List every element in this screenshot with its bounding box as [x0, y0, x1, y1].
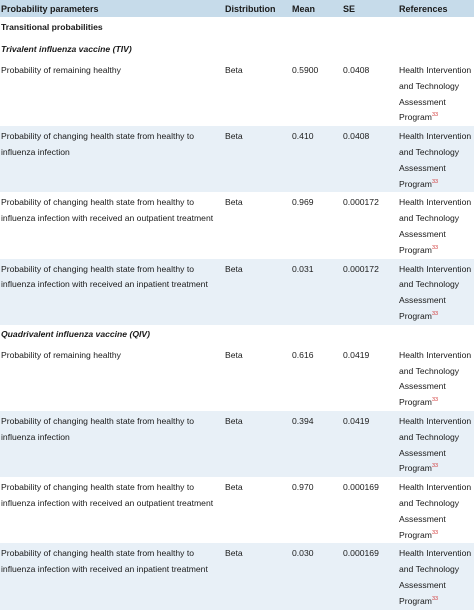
reference-cell: [399, 543, 474, 609]
reference-text: and Technology: [399, 80, 460, 91]
reference-superscript: 33: [431, 178, 439, 185]
table-row: [0, 192, 474, 258]
reference-text: Program: [399, 178, 432, 189]
reference-text: Program: [399, 595, 432, 606]
se-cell: 0.0419: [343, 349, 370, 360]
reference-superscript: 33: [431, 311, 439, 318]
reference-line: [399, 546, 474, 562]
header-references: References: [399, 0, 474, 17]
reference-cell: [399, 192, 474, 258]
reference-text: and Technology: [399, 365, 460, 376]
reference-text: Assessment: [399, 447, 446, 458]
reference-text: Program: [399, 310, 432, 321]
mean-cell: 0.031: [292, 259, 343, 325]
table-row: [0, 126, 474, 192]
mean-cell: 0.970: [292, 482, 314, 493]
reference-line: [399, 578, 474, 594]
table-row: [0, 543, 474, 609]
reference-line: [399, 414, 474, 430]
distribution-cell: Beta: [225, 349, 243, 360]
reference-text: Program: [399, 244, 432, 255]
table-row: [0, 259, 474, 325]
reference-text: Program: [399, 397, 432, 408]
reference-superscript: 33: [431, 397, 439, 404]
table-header-row: [0, 0, 474, 17]
reference-text: Health Intervention: [399, 131, 472, 142]
reference-superscript: 33: [431, 529, 439, 536]
distribution-cell: Beta: [225, 126, 292, 192]
reference-line: [399, 110, 474, 126]
reference-line: [399, 364, 474, 380]
se-cell: 0.000169: [343, 543, 399, 609]
header-probability-parameters: Probability parameters: [0, 0, 225, 17]
reference-line: [399, 79, 474, 95]
reference-text: Program: [399, 112, 432, 123]
mean-cell: 0.030: [292, 543, 343, 609]
se-cell: 0.000169: [343, 482, 379, 493]
reference-text: Assessment: [399, 96, 446, 107]
reference-line: [399, 195, 474, 211]
distribution-cell: Beta: [225, 65, 243, 75]
reference-line: [399, 63, 474, 79]
reference-text: Health Intervention: [399, 415, 472, 426]
reference-text: Health Intervention: [399, 482, 472, 493]
reference-line: [399, 177, 474, 193]
reference-superscript: 33: [431, 244, 439, 251]
parameter-cell: Probability of changing health state from healthy to influenza infection: [0, 126, 225, 192]
parameter-cell: Probability of remaining healthy: [1, 349, 121, 360]
reference-text: Assessment: [399, 295, 446, 306]
reference-line: [399, 309, 474, 325]
reference-line: [399, 129, 474, 145]
parameter-cell: Probability of remaining healthy: [1, 65, 121, 75]
reference-line: [399, 395, 474, 411]
reference-line: [399, 446, 474, 462]
reference-text: Assessment: [399, 162, 446, 173]
reference-text: and Technology: [399, 497, 460, 508]
reference-line: [399, 243, 474, 259]
group-title: Quadrivalent influenza vaccine (QIV): [1, 328, 150, 339]
reference-text: and Technology: [399, 279, 460, 290]
reference-line: [399, 95, 474, 111]
reference-cell: [399, 411, 474, 477]
reference-text: Assessment: [399, 228, 446, 239]
header-mean: Mean: [292, 0, 343, 17]
group-title-row: [0, 40, 474, 60]
distribution-cell: Beta: [225, 411, 292, 477]
mean-cell: 0.616: [292, 349, 314, 360]
reference-superscript: 33: [431, 112, 439, 119]
group-title-row: [0, 325, 474, 345]
reference-text: and Technology: [399, 213, 460, 224]
reference-line: [399, 528, 474, 544]
section-title: Transitional probabilities: [1, 22, 103, 32]
reference-cell: [399, 345, 474, 411]
reference-line: [399, 430, 474, 446]
parameter-cell: Probability of changing health state from healthy to influenza infection with received an inpatient treatment: [0, 259, 225, 325]
reference-text: Health Intervention: [399, 65, 472, 75]
reference-cell: [399, 126, 474, 192]
reference-text: Health Intervention: [399, 263, 472, 274]
reference-text: Program: [399, 463, 432, 474]
reference-cell: [399, 60, 474, 126]
reference-line: [399, 227, 474, 243]
distribution-cell: Beta: [225, 197, 243, 208]
distribution-cell: Beta: [225, 482, 243, 493]
reference-text: Health Intervention: [399, 197, 472, 208]
table-row: [0, 477, 474, 543]
reference-line: [399, 512, 474, 528]
reference-superscript: 33: [431, 595, 439, 602]
reference-cell: [399, 477, 474, 543]
reference-line: [399, 348, 474, 364]
reference-superscript: 33: [431, 463, 439, 470]
reference-text: Health Intervention: [399, 548, 472, 559]
header-se: SE: [343, 0, 399, 17]
mean-cell: 0.410: [292, 126, 343, 192]
parameter-cell: Probability of changing health state from healthy to influenza infection with received an inpatient treatment: [0, 543, 225, 609]
se-cell: 0.0408: [343, 65, 370, 75]
reference-text: and Technology: [399, 431, 460, 442]
header-distribution: Distribution: [225, 0, 292, 17]
reference-line: [399, 480, 474, 496]
reference-text: Assessment: [399, 579, 446, 590]
reference-text: Assessment: [399, 381, 446, 392]
parameter-cell: Probability of changing health state from healthy to influenza infection with received an outpatient treatment: [1, 197, 214, 224]
se-cell: 0.0419: [343, 411, 399, 477]
table-row: [0, 60, 474, 126]
reference-text: Program: [399, 529, 432, 540]
reference-line: [399, 496, 474, 512]
reference-text: and Technology: [399, 564, 460, 575]
reference-line: [399, 145, 474, 161]
se-cell: 0.000172: [343, 197, 379, 208]
reference-line: [399, 562, 474, 578]
reference-line: [399, 379, 474, 395]
table-row: [0, 345, 474, 411]
table-body: [0, 17, 474, 610]
mean-cell: 0.394: [292, 411, 343, 477]
mean-cell: 0.969: [292, 197, 314, 208]
distribution-cell: Beta: [225, 543, 292, 609]
se-cell: 0.000172: [343, 259, 399, 325]
reference-text: Assessment: [399, 513, 446, 524]
reference-line: [399, 262, 474, 278]
parameter-cell: Probability of changing health state from healthy to influenza infection: [0, 411, 225, 477]
se-cell: 0.0408: [343, 126, 399, 192]
distribution-cell: Beta: [225, 259, 292, 325]
reference-line: [399, 293, 474, 309]
section-row: [0, 17, 474, 40]
reference-line: [399, 461, 474, 477]
reference-cell: [399, 259, 474, 325]
reference-text: Health Intervention: [399, 349, 472, 360]
parameter-cell: Probability of changing health state from healthy to influenza infection with received an outpatient treatment: [1, 482, 214, 508]
reference-line: [399, 211, 474, 227]
table-row: [0, 411, 474, 477]
reference-text: and Technology: [399, 146, 460, 157]
reference-line: [399, 161, 474, 177]
reference-line: [399, 277, 474, 293]
mean-cell: 0.5900: [292, 65, 319, 75]
group-title: Trivalent influenza vaccine (TIV): [1, 44, 132, 54]
